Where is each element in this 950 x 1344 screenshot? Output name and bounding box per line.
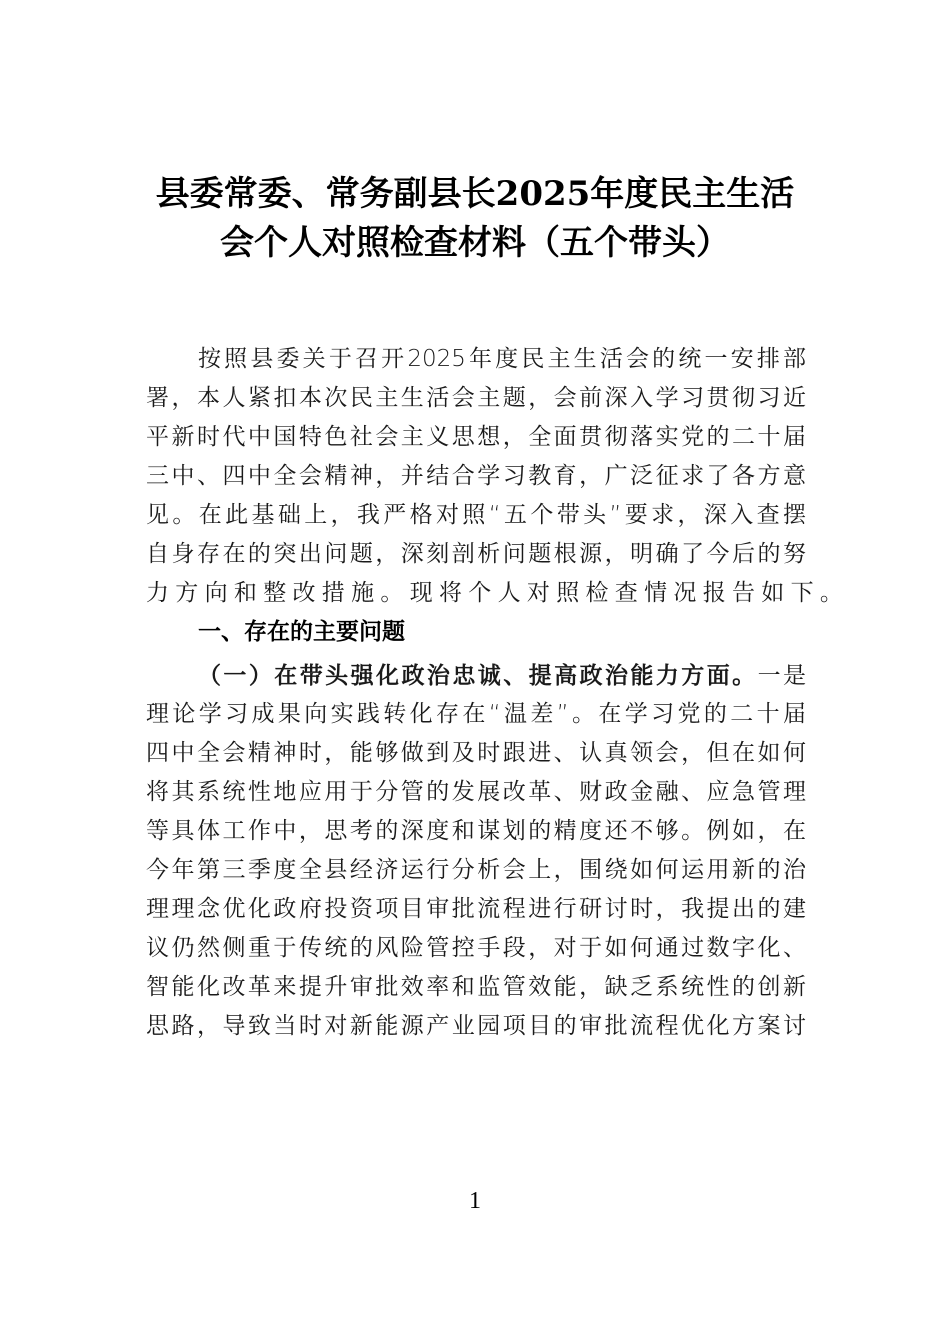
intro-paragraph-line: 见。在此基础上，我严格对照“五个带头”要求，深入查摆 (146, 502, 806, 528)
section-heading: 一、存在的主要问题 (198, 619, 405, 645)
intro-paragraph-line: 三中、四中全会精神，并结合学习教育，广泛征求了各方意 (146, 463, 806, 489)
subsection-line: 等具体工作中，思考的深度和谋划的精度还不够。例如，在 (146, 818, 806, 844)
document-title-line-1: 县委常委、常务副县长2025年度民主生活 (155, 174, 795, 214)
subsection-first-line (198, 656, 806, 695)
subsection-line: 将其系统性地应用于分管的发展改革、财政金融、应急管理 (146, 779, 806, 805)
page-number: 1 (469, 1188, 481, 1214)
subsection-line: 理理念优化政府投资项目审批流程进行研讨时，我提出的建 (146, 896, 806, 922)
subsection-line: 今年第三季度全县经济运行分析会上，围绕如何运用新的治 (146, 857, 806, 883)
intro-paragraph-line: 自身存在的突出问题，深刻剖析问题根源，明确了今后的努 (146, 541, 806, 567)
subsection-line: 理论学习成果向实践转化存在“温差”。在学习党的二十届 (146, 701, 806, 727)
intro-paragraph-line: 按照县委关于召开2025年度民主生活会的统一安排部 (198, 346, 806, 372)
intro-paragraph-line: 平新时代中国特色社会主义思想，全面贯彻落实党的二十届 (146, 424, 806, 450)
subsection-lead: （一）在带头强化政治忠诚、提高政治能力方面。 (198, 662, 758, 689)
intro-paragraph-line: 署，本人紧扣本次民主生活会主题，会前深入学习贯彻习近 (146, 385, 806, 411)
subsection-line: 议仍然侧重于传统的风险管控手段，对于如何通过数字化、 (146, 935, 806, 961)
document-title-line-2: 会个人对照检查材料（五个带头） (220, 223, 730, 263)
intro-paragraph-line: 力方向和整改措施。现将个人对照检查情况报告如下。 (146, 580, 850, 606)
subsection-line: 思路，导致当时对新能源产业园项目的审批流程优化方案讨 (146, 1013, 806, 1039)
subsection-line: 智能化改革来提升审批效率和监管效能，缺乏系统性的创新 (146, 974, 806, 1000)
subsection-line: 四中全会精神时，能够做到及时跟进、认真领会，但在如何 (146, 740, 806, 766)
subsection-first-line-rest: 一是 (757, 663, 807, 689)
